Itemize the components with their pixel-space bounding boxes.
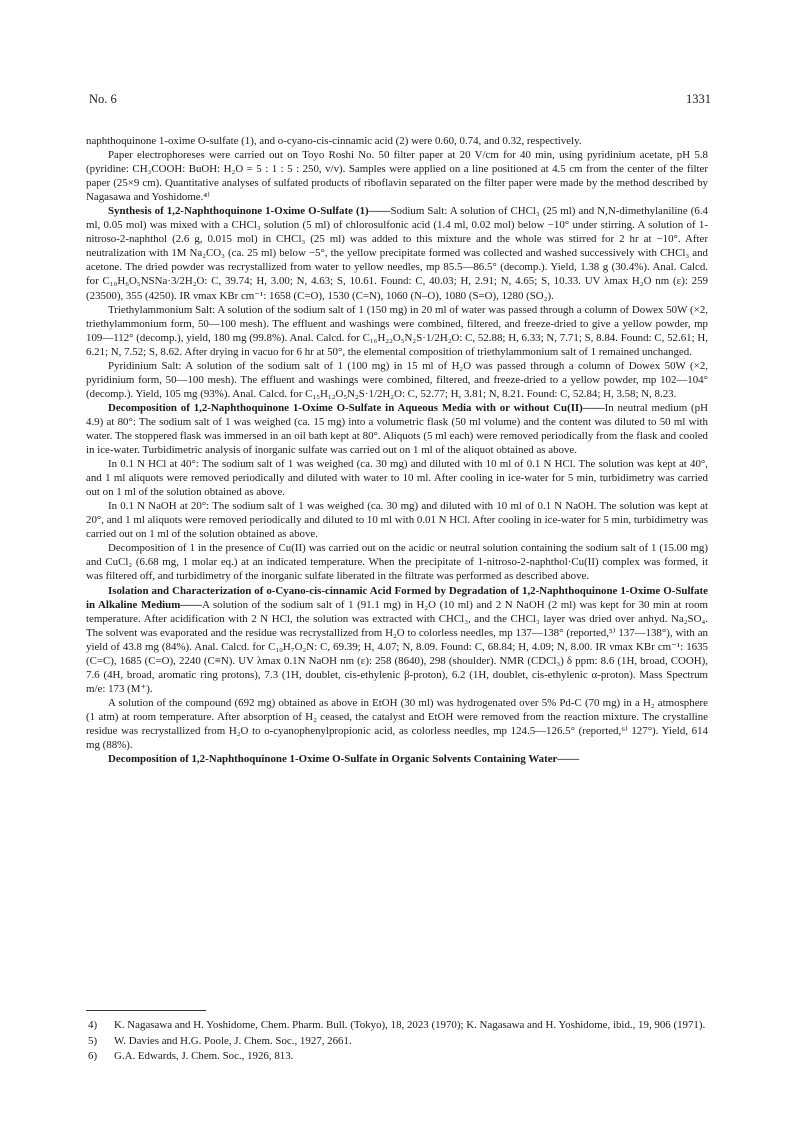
footnote-divider [86,1010,206,1011]
footnote-number: 6) [88,1050,98,1063]
footnote [86,1049,708,1065]
footnote-text: K. Nagasawa and H. Yoshidome, Chem. Pharm. Bull. (Tokyo), 18, 2023 (1970); K. Nagasawa and H. Yoshidome, ibid., 19, 906 (1971). [114,1019,706,1031]
section-heading: Isolation and Characterization of o-Cyano-cis-cinnamic Acid Formed by Degradation of 1,2-Naphthoquinone 1-Oxime O-Sulfate in Alkaline Medium—— [86,584,708,611]
paragraph-naoh-20: In 0.1 N NaOH at 20°: The sodium salt of 1 was weighed (ca. 30 mg) and diluted with 10 ml of 0.1 N NaOH. The solution was kept at 20°, and 1 ml aliquots were removed periodically and diluted to 10 ml with 0.01 N HCl. After cooling in ice-water for 5 min, turbidimetry was carried out on 1 ml of the solution obtained as above. [86,500,708,541]
paragraph-decomposition-organic [86,752,708,766]
paragraph-electrophoresis: Paper electrophoreses were carried out on Toyo Roshi No. 50 filter paper at 20 V/cm for 40 min, using pyridinium acetate, pH 5.8 (pyridine: CH₃COOH: BuOH: H₂O = 5 : 1 : 5 : 250, v/v). Samples were applied on a line positioned at 4.5 cm from the center of the filter paper (25×9 cm). Quantitative analyses of sulfated products of riboflavin separated on the filter paper were made by the method described by Nagasawa and Yoshidome.⁴⁾ [86,149,708,204]
paragraph-rf-values: naphthoquinone 1-oxime O-sulfate (1), and o-cyano-cis-cinnamic acid (2) were 0.60, 0.74, and 0.32, respectively. [86,135,582,147]
paragraph-triethylammonium-salt: Triethylammonium Salt: A solution of the sodium salt of 1 (150 mg) in 20 ml of water was passed through a column of Dowex 50W (×2, triethylammonium form, 50—100 mesh). The effluent and washings were combined, filtered, and freeze-dried to give a yellow powder, mp 109—112° (decomp.), yield, 180 mg (99.8%). Anal. Calcd. for C₁₆H₂₂O₅N₂S·1/2H₂O: C, 52.88; H, 6.33; N, 7.71; S, 8.84. Found: C, 52.61; H, 6.21; N, 7.52; S, 8.62. After drying in vacuo for 6 hr at 50°, the elemental composition of triethylammonium salt of 1 remained unchanged. [86,303,708,358]
footnote-text: W. Davies and H.G. Poole, J. Chem. Soc., 1927, 2661. [114,1034,352,1047]
section-heading: Synthesis of 1,2-Naphthoquinone 1-Oxime O-Sulfate (1)—— [108,205,391,218]
footnotes [86,1018,708,1065]
paragraph-hcl-40: In 0.1 N HCl at 40°: The sodium salt of 1 was weighed (ca. 30 mg) and diluted with 10 ml of 0.1 N HCl. The solution was kept at 40°, and 1 ml aliquots were removed periodically and diluted with water to 10 ml. After cooling in ice-water for 5 min, turbidimetry was carried out on 1 ml of the solution obtained as above. [86,458,708,499]
paragraph-cinnamic-acid-isolation: Isolation and Characterization of o-Cyano-cis-cinnamic Acid Formed by Degradation of 1,2-Naphthoquinone 1-Oxime O-Sulfate in Alkaline Medium——A solution of the sodium salt of 1 (91.1 mg) in H₂O (10 ml) and 2 N NaOH (2 ml) was kept for 30 min at room temperature. After acidification with 2 N HCl, the solution was extracted with CHCl₃, and the CHCl₃ layer was dried over anhyd. Na₂SO₄. The solvent was evaporated and the residue was recrystallized from H₂O to colorless needles, mp 137—138° (reported,⁵⁾ 137—138°), with an yield of 43.8 mg (84%). Anal. Calcd. for C₁₀H₇O₂N: C, 69.39; H, 4.07; N, 8.09. Found: C, 68.84; H, 4.09; N, 8.00. IR νmax KBr cm⁻¹: 1635 (C=C), 1685 (C=O), 2240 (C≡N). UV λmax 0.1N NaOH nm (ε): 258 (8640), 298 (shoulder). NMR (CDCl₃) δ ppm: 8.6 (1H, broad, COOH), 7.6 (4H, broad, aromatic ring protons), 7.3 (1H, doublet, cis-ethylenic β-proton), 6.2 (1H, doublet, cis-ethylenic α-proton). Mass Spectrum m/e: 173 (M⁺). [86,584,708,695]
paragraph-decomposition-aqueous: Decomposition of 1,2-Naphthoquinone 1-Oxime O-Sulfate in Aqueous Media with or without Cu(II)——In neutral medium (pH 4.9) at 80°: The sodium salt of 1 was weighed (ca. 15 mg) into a volumetric flask (50 ml volume) and the content was diluted to 50 ml with water. The stoppered flask was immersed in an oil bath kept at 80°. Aliquots (5 ml each) were removed periodically from the flask and cooled in ice-water. Turbidimetric analysis of inorganic sulfate was carried out on 1 ml of the aliquot obtained as above. [86,401,708,457]
section-heading: Decomposition of 1,2-Naphthoquinone 1-Oxime O-Sulfate in Aqueous Media with or without Cu(II)—— [108,401,605,414]
journal-issue: No. 6 [89,92,117,106]
footnote-number: 5) [88,1034,98,1047]
page-number: 1331 [686,92,711,106]
paragraph-synthesis-sodium-salt: Synthesis of 1,2-Naphthoquinone 1-Oxime O-Sulfate (1)——Sodium Salt: A solution of CHCl₃ (25 ml) and N,N-dimethylaniline (6.4 ml, 0.05 mol) was mixed with a CHCl₃ solution (5 ml) of chlorosulfonic acid (1.4 ml, 0.02 mol) below −10° under stirring. A solution of 1-nitroso-2-naphthol (2.6 g, 0.015 mol) in CHCl₃ (25 ml) was added to this mixture and the whole was stirred for 2 hr at −10°. After neutralization with 1M Na₂CO₃ (ca. 25 ml) below −5°, the yellow precipitate formed was collected and washed successively with CHCl₃ and acetone. The dried powder was recrystallized from water to yellow needles, mp 85.5—86.5° (decomp.). Yield, 1.38 g (30.4%). Anal. Calcd. for C₁₀H₆O₅NSNa·3/2H₂O: C, 39.74; H, 3.00; N, 4.63; S, 10.61. Found: C, 40.03; H, 2.91; N, 4.65; S, 10.33. UV λmax H₂O nm (ε): 259 (23500), 355 (4250). IR νmax KBr cm⁻¹: 1658 (C=O), 1530 (C=N), 1060 (N–O), 1080 (S=O), 1280 (SO₂). [86,205,708,302]
footnote [86,1034,708,1050]
paragraph-copper-decomposition: Decomposition of 1 in the presence of Cu(II) was carried out on the acidic or neutral solution containing the sodium salt of 1 (15.00 mg) and CuCl₂ (6.68 mg, 1 molar eq.) at an indicated temperature. When the precipitate of 1-nitroso-2-naphthol·Cu(II) complex was formed, it was filtered off, and turbidimetry of the inorganic sulfate liberated in the filtrate was performed as described above. [86,542,708,583]
footnote [86,1018,708,1034]
footnote-text: G.A. Edwards, J. Chem. Soc., 1926, 813. [114,1050,294,1063]
paragraph-hydrogenation: A solution of the compound (692 mg) obtained as above in EtOH (30 ml) was hydrogenated over 5% Pd-C (70 mg) in a H₂ atmosphere (1 atm) at room temperature. After absorption of H₂ ceased, the catalyst and EtOH were removed from the reaction mixture. The crystalline residue was recrystallized from H₂O to o-cyanophenylpropionic acid, as colorless needles, mp 124.5—126.5° (reported,⁶⁾ 127°). Yield, 614 mg (88%). [86,696,708,752]
section-heading: Decomposition of 1,2-Naphthoquinone 1-Oxime O-Sulfate in Organic Solvents Containing Water—— [108,753,580,766]
footnote-number: 4) [88,1019,98,1031]
experimental-section [86,134,708,766]
paragraph-pyridinium-salt: Pyridinium Salt: A solution of the sodium salt of 1 (100 mg) in 15 ml of H₂O was passed through a column of Dowex 50W (×2, pyridinium form, 50—100 mesh). The effluent and washings were combined, filtered, and freeze-dried to a yellow powder, mp 102—104° (decomp.). Yield, 105 mg (93%). Anal. Calcd. for C₁₅H₁₂O₅N₂S·1/2H₂O: C, 52.77; H, 3.81; N, 8.21. Found: C, 52.84; H, 3.58; N, 8.23. [86,359,708,400]
